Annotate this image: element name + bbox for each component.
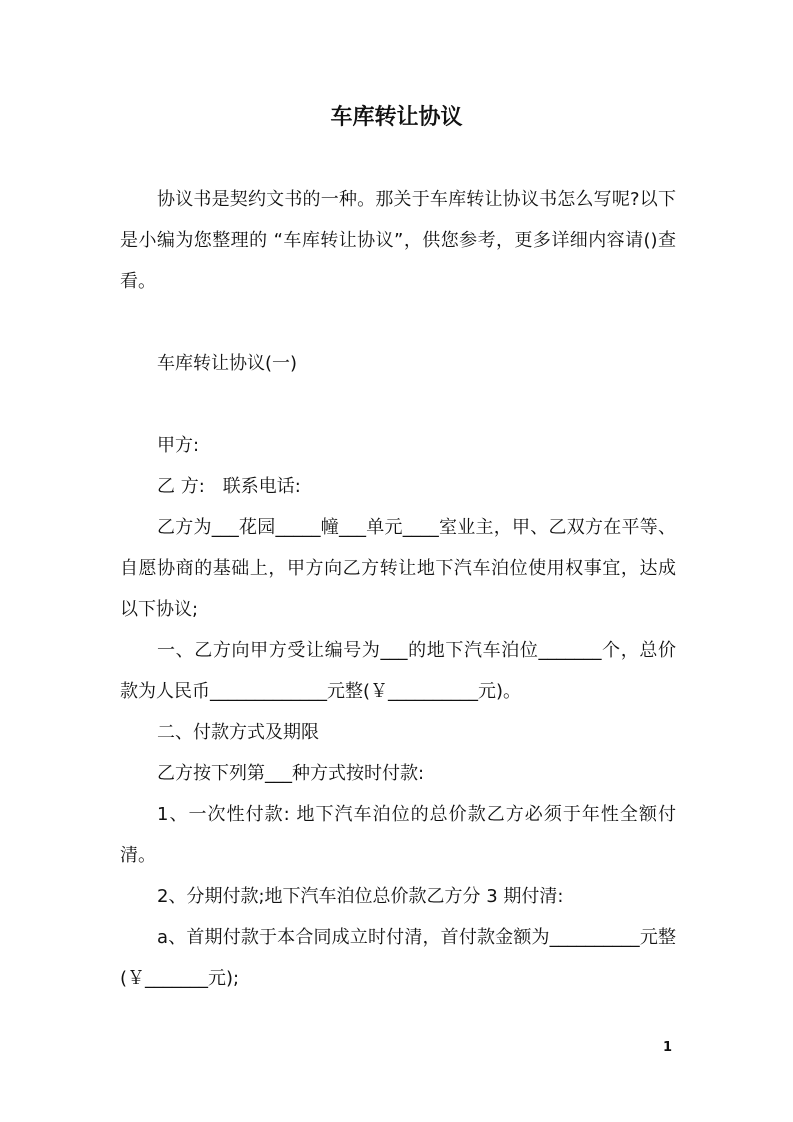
body-paragraph: 乙方按下列第___种方式按时付款: [157,763,425,784]
section-heading: 车库转让协议(一) [157,353,298,374]
body-paragraph: 2、分期付款;地下汽车泊位总价款乙方分 3 期付清: [157,886,564,907]
body-paragraph: 一、乙方向甲方受让编号为___的地下汽车泊位_______个，总价款为人民币_____________元整(￥__________元)。 [120,640,676,702]
body-paragraph: a、首期付款于本合同成立时付清，首付款金额为__________元整(￥_______元); [120,927,676,989]
spacer [120,302,676,343]
body-paragraph: 1、一次性付款: 地下汽车泊位的总价款乙方必须于年性全额付清。 [120,804,676,866]
body-paragraph: 二、付款方式及期限 [157,722,319,743]
spacer [120,384,676,425]
party-b-line: 乙 方: 联系电话: [157,476,301,497]
intro-paragraph: 协议书是契约文书的一种。那关于车库转让协议书怎么写呢?以下是小编为您整理的 “车库转让协议”，供您参考，更多详细内容请()查看。 [120,189,676,292]
body-paragraph: 乙方为___花园_____幢___单元____室业主，甲、乙双方在平等、自愿协商的基础上，甲方向乙方转让地下汽车泊位使用权事宜，达成以下协议; [120,517,676,620]
page-number: 1 [663,1040,673,1055]
party-a-line: 甲方: [157,435,200,456]
document-title: 车库转让协议 [330,105,463,130]
document-body [120,179,676,999]
